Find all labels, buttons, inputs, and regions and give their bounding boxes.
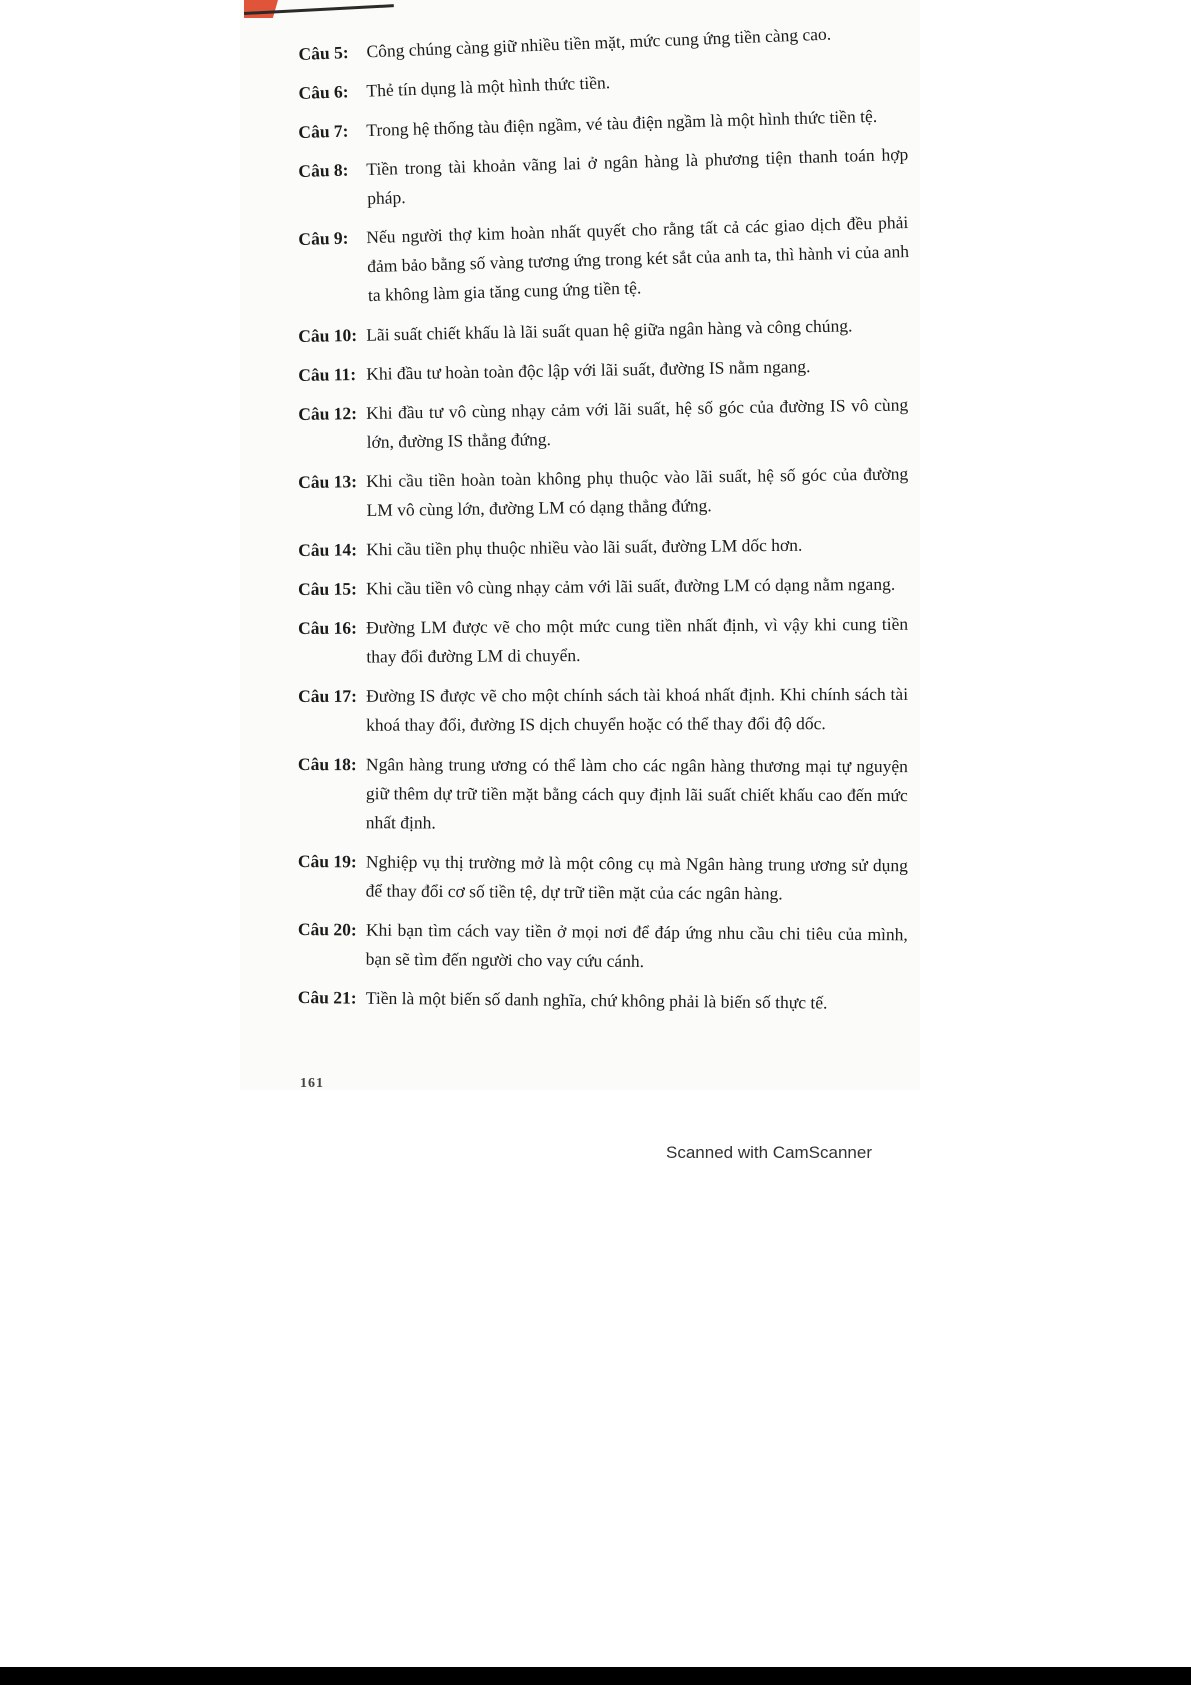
- question-text: Công chúng càng giữ nhiều tiền mặt, mức cung ứng tiền càng cao.: [366, 23, 832, 62]
- question-label: Câu 9:: [298, 227, 349, 249]
- question-label: Câu 13:: [298, 471, 358, 492]
- question-item: [298, 847, 908, 909]
- question-item: [297, 915, 907, 978]
- question-item: [298, 208, 910, 312]
- question-label: Câu 8:: [298, 159, 349, 181]
- question-item: [298, 570, 908, 604]
- camscanner-watermark: Scanned with CamScanner: [666, 1143, 873, 1162]
- corner-accent: [244, 0, 278, 18]
- question-item: [298, 310, 908, 351]
- question-text: Khi cầu tiền vô cùng nhạy cảm với lãi suất, đường LM có dạng nằm ngang.: [366, 573, 896, 599]
- question-label: Câu 11:: [298, 363, 357, 385]
- question-label: Câu 20:: [297, 918, 357, 940]
- question-text: Nếu người thợ kim hoàn nhất quyết cho rằng tất cả các giao dịch đều phải đảm bảo bằng số vàng tương ứng trong két sắt của anh ta, thì hành vi của anh ta không làm gia tăng cung ứng tiền tệ.: [366, 211, 910, 306]
- question-text: Khi đầu tư vô cùng nhạy cảm với lãi suất, hệ số góc của đường IS vô cùng lớn, đường IS thẳng đứng.: [366, 394, 909, 452]
- page-number: 161: [300, 1076, 324, 1091]
- question-text: Khi cầu tiền phụ thuộc nhiều vào lãi suất, đường LM dốc hơn.: [366, 534, 803, 560]
- question-label: Câu 5:: [298, 42, 349, 64]
- question-item: [298, 530, 908, 565]
- question-label: Câu 18:: [297, 754, 357, 775]
- question-text: Trong hệ thống tàu điện ngầm, vé tàu điện ngầm là một hình thức tiền tệ.: [366, 105, 878, 141]
- bottom-bar: [0, 1667, 1191, 1685]
- question-item: [298, 459, 909, 526]
- question-text: Đường LM được vẽ cho một mức cung tiền nhất định, vì vậy khi cung tiền thay đổi đường LM di chuyển.: [366, 613, 909, 667]
- question-label: Câu 15:: [298, 578, 358, 599]
- question-text: Ngân hàng trung ương có thể làm cho các ngân hàng thương mại tự nguyện giữ thêm dự trữ tiền mặt bằng cách quy định lãi suất chiết khấu cao đến mức nhất định.: [365, 754, 908, 833]
- question-text: Khi cầu tiền hoàn toàn không phụ thuộc vào lãi suất, hệ số góc của đường LM vô cùng lớn, đường LM có dạng thẳng đứng.: [366, 463, 909, 521]
- question-label: Câu 17:: [298, 685, 357, 706]
- question-item: [298, 750, 908, 839]
- question-label: Câu 7:: [298, 120, 349, 142]
- question-item: [298, 350, 908, 390]
- question-text: Tiền trong tài khoản vãng lai ở ngân hàng là phương tiện thanh toán hợp pháp.: [366, 143, 909, 209]
- question-label: Câu 10:: [298, 324, 358, 346]
- question-text: Tiền là một biến số danh nghĩa, chứ không phải là biến số thực tế.: [365, 987, 828, 1013]
- question-label: Câu 16:: [298, 617, 357, 638]
- question-label: Câu 6:: [298, 81, 349, 103]
- question-text: Đường IS được vẽ cho một chính sách tài khoá nhất định. Khi chính sách tài khoá thay đổi, đường IS dịch chuyển hoặc có thể thay đổi độ dốc.: [366, 683, 909, 735]
- question-label: Câu 14:: [298, 539, 358, 560]
- question-item: [298, 140, 909, 215]
- question-item: [298, 390, 909, 458]
- question-text: Nghiệp vụ thị trường mở là một công cụ mà Ngân hàng trung ương sử dụng để thay đổi cơ số tiền tệ, dự trữ tiền mặt của các ngân hàng.: [365, 851, 908, 904]
- question-label: Câu 12:: [298, 403, 358, 424]
- question-list: [297, 23, 910, 1022]
- question-label: Câu 21:: [297, 986, 357, 1008]
- question-item: [298, 983, 908, 1018]
- question-label: Câu 19:: [297, 850, 357, 872]
- question-text: Khi đầu tư hoàn toàn độc lập với lãi suất, đường IS nằm ngang.: [366, 356, 811, 384]
- question-text: Khi bạn tìm cách vay tiền ở mọi nơi để đáp ứng nhu cầu chi tiêu của mình, bạn sẽ tìm đến người cho vay cứu cánh.: [365, 919, 908, 972]
- question-text: Lãi suất chiết khấu là lãi suất quan hệ giữa ngân hàng và công chúng.: [366, 315, 853, 345]
- question-item: [298, 101, 909, 147]
- question-text: Thẻ tín dụng là một hình thức tiền.: [366, 72, 611, 101]
- question-item: [298, 680, 908, 740]
- question-item: [298, 610, 908, 672]
